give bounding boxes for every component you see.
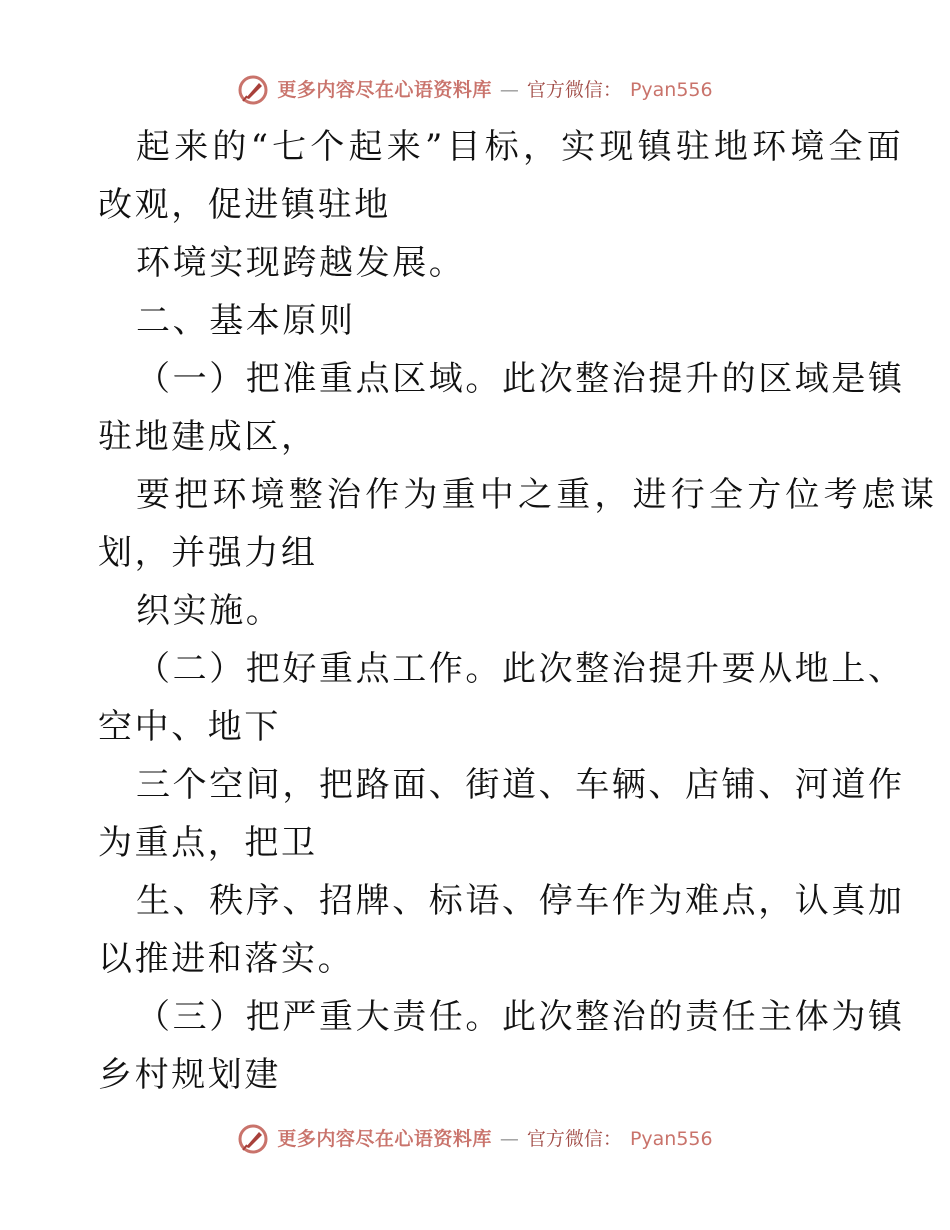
watermark-separator: — (499, 1128, 519, 1150)
body-line: （一）把准重点区域。此次整治提升的区域是镇 (136, 359, 905, 399)
body-line: 织实施。 (136, 591, 283, 631)
body-line: 要把环境整治作为重中之重，进行全方位考虑谋 (136, 475, 939, 515)
body-line: （二）把好重点工作。此次整治提升要从地上、 (136, 649, 905, 689)
body-line: 驻地建成区， (98, 417, 318, 457)
body-line: 空中、地下 (98, 707, 281, 747)
footer-watermark (0, 1122, 950, 1156)
body-line: 生、秩序、招牌、标语、停车作为难点，认真加 (136, 881, 905, 921)
watermark-brand: 更多内容尽在心语资料库 (277, 79, 492, 101)
body-line: 改观，促进镇驻地 (98, 185, 391, 225)
feather-pen-logo-icon (237, 1123, 269, 1155)
body-line: 以推进和落实。 (98, 939, 355, 979)
header-watermark (0, 73, 950, 107)
watermark-wechat-id: Pyan556 (629, 79, 713, 101)
body-line: 为重点，把卫 (98, 823, 318, 863)
feather-pen-logo-icon (237, 74, 269, 106)
body-line: 乡村规划建 (98, 1055, 281, 1095)
body-line: 起来的“七个起来”目标，实现镇驻地环境全面 (136, 127, 905, 167)
body-line: 划，并强力组 (98, 533, 318, 573)
watermark-wechat-id: Pyan556 (629, 1128, 713, 1150)
watermark-wechat-label: 官方微信： (526, 79, 622, 101)
section-heading: 二、基本原则 (136, 301, 356, 341)
document-body (98, 118, 939, 1104)
body-line: 环境实现跨越发展。 (136, 243, 466, 283)
watermark-brand: 更多内容尽在心语资料库 (277, 1128, 492, 1150)
body-line: （三）把严重大责任。此次整治的责任主体为镇 (136, 997, 905, 1037)
watermark-separator: — (499, 79, 519, 101)
body-line: 三个空间，把路面、街道、车辆、店铺、河道作 (136, 765, 905, 805)
watermark-wechat-label: 官方微信： (526, 1128, 622, 1150)
